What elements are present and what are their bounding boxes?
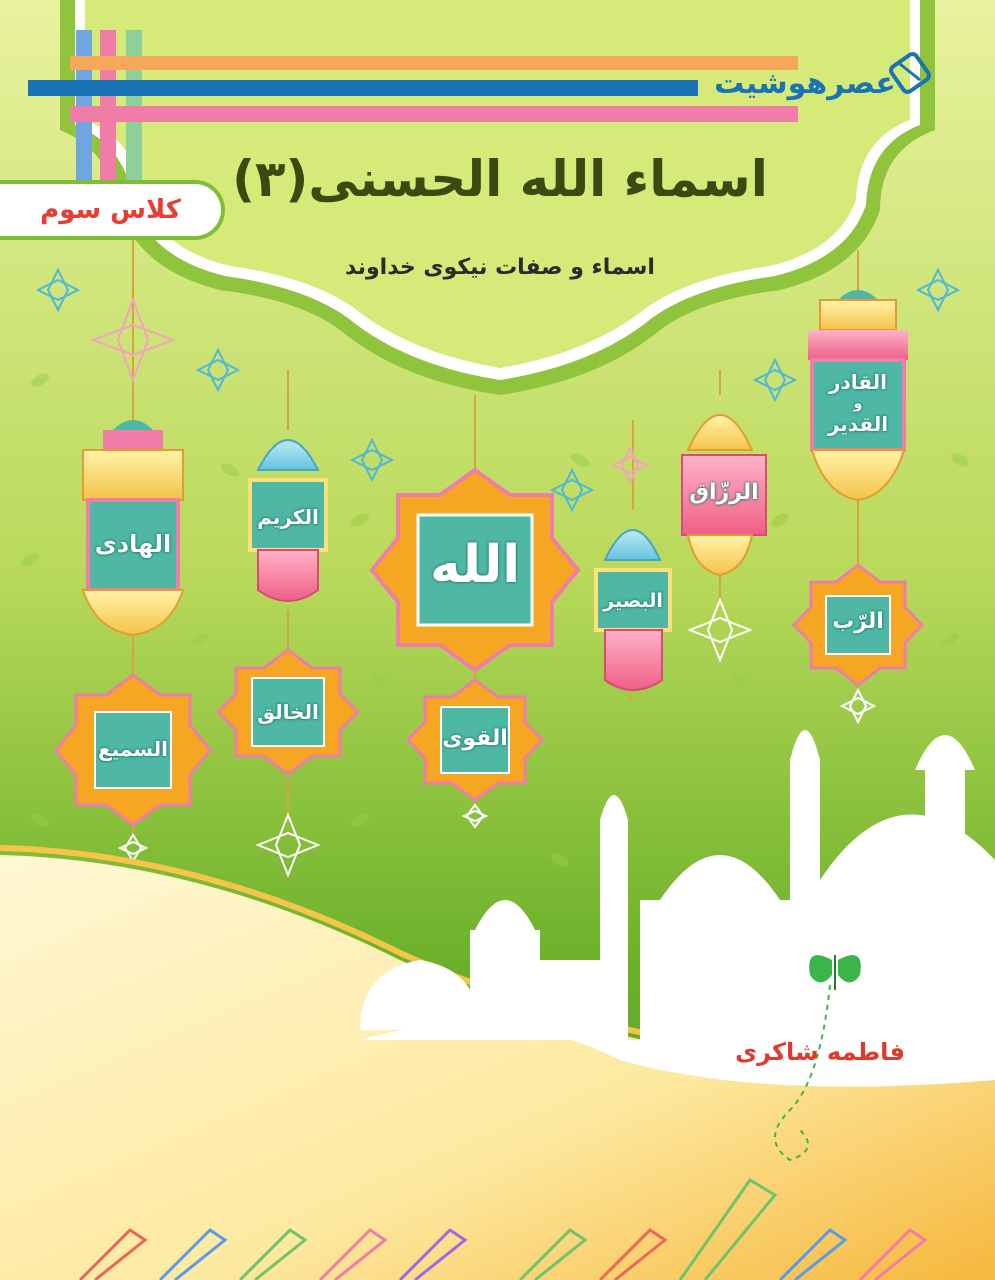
name-basir: البصیر bbox=[603, 590, 663, 612]
lantern-qadir bbox=[808, 290, 908, 500]
grade-badge: کلاس سوم bbox=[0, 180, 225, 240]
book-subtitle: اسماء و صفات نیکوی خداوند bbox=[345, 255, 655, 280]
brand-name: عصرهوشیت bbox=[714, 66, 896, 101]
name-hadi: الهادی bbox=[94, 530, 172, 558]
lantern-hadi bbox=[83, 420, 183, 635]
name-qadir-2: القدیر bbox=[827, 412, 889, 436]
name-rabb: الرّب bbox=[832, 609, 884, 634]
name-allah: الله bbox=[429, 535, 521, 595]
book-title: اسماء الله الحسنی(۳) bbox=[232, 150, 768, 208]
name-razzaq: الرزّاق bbox=[689, 480, 759, 505]
name-sami: السمیع bbox=[98, 737, 168, 761]
name-karim: الکریم bbox=[257, 505, 319, 529]
name-qadir-conjunction: و bbox=[853, 396, 863, 412]
name-khaliq: الخالق bbox=[257, 700, 319, 724]
name-qawi: القوی bbox=[442, 726, 508, 751]
author-name: فاطمه شاکری bbox=[735, 1038, 905, 1066]
name-qadir: القادر bbox=[828, 370, 888, 394]
